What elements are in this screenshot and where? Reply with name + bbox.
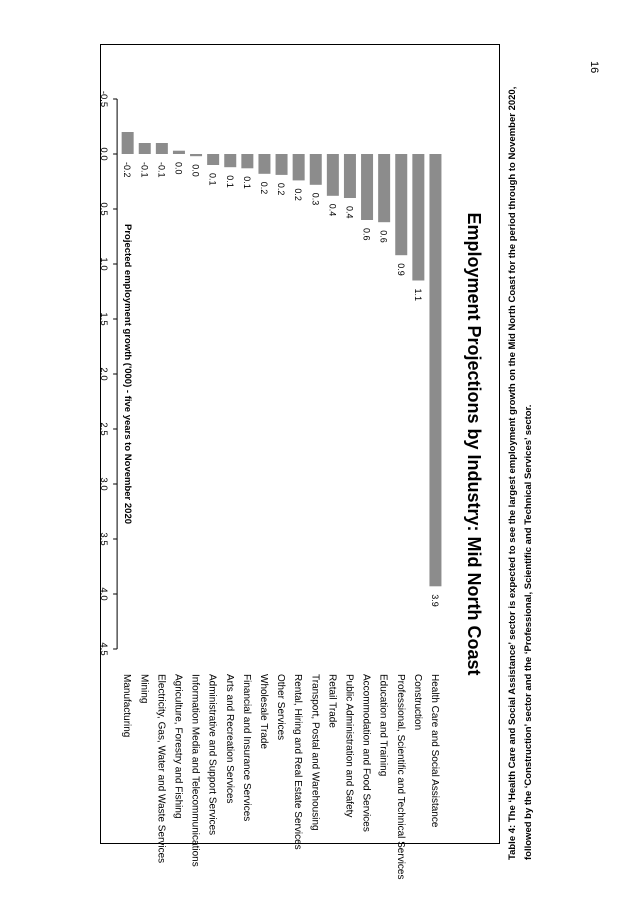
x-tick-label: 1.0 (98, 257, 110, 271)
bar-value-label: -0.1 (156, 162, 167, 178)
bar-value-label: -0.1 (139, 162, 150, 178)
category-label: Financial and Insurance Services (240, 674, 252, 822)
category-label: Rental, Hiring and Real Estate Services (292, 674, 304, 850)
bar-value-label: 0.4 (327, 203, 338, 217)
category-label: Arts and Recreation Services (223, 674, 235, 804)
category-label: Health Care and Social Assistance (428, 674, 440, 828)
bar (395, 154, 407, 255)
bar (207, 154, 219, 165)
bar-value-label: 0.2 (293, 188, 304, 201)
bar (310, 154, 322, 185)
category-label: Administrative and Support Services (206, 674, 218, 836)
bar-value-label: 0.6 (361, 228, 372, 241)
bar-value-label: -0.2 (122, 162, 133, 178)
x-tick-label: 3.0 (98, 477, 110, 491)
bar (429, 154, 441, 586)
bar-value-label: 0.6 (378, 230, 389, 243)
bars-group (122, 132, 442, 586)
bar (361, 154, 373, 220)
x-tick-label: 3.5 (98, 532, 110, 546)
bar-value-label: 0.9 (395, 263, 406, 276)
bar-value-label: 0.2 (258, 181, 269, 195)
category-label: Information Media and Telecommunications (189, 674, 201, 867)
bar-value-label: 0.2 (276, 182, 287, 196)
bar-value-label: 0.3 (310, 192, 321, 206)
category-label: Electricity, Gas, Water and Waste Services (155, 674, 167, 864)
chart-title: Employment Projections by Industry: Mid North Coast (464, 212, 484, 676)
bar-value-label: 0.1 (224, 175, 235, 188)
x-tick-label: 0.0 (98, 147, 110, 161)
category-label: Transport, Postal and Warehousing (309, 674, 321, 831)
x-tick-label: 0.5 (98, 202, 110, 216)
tick-labels-group (98, 91, 109, 656)
category-label: Construction (411, 674, 423, 731)
category-label: Mining (138, 674, 150, 704)
table-caption: Table 4: The ‘Health Care and Social Assistance’ sector is expected to see the largest employment growth on the Mid North Coast for the period through to November 2020, followed by the ‘Construction’ sector and the ‘Professional, Scientific and Technical Services’ sector. (507, 86, 534, 860)
x-axis (113, 99, 117, 649)
x-tick-label: 4.0 (98, 587, 110, 601)
category-label: Retail Trade (326, 674, 338, 728)
category-label: Wholesale Trade (257, 674, 269, 750)
bar (241, 154, 253, 168)
bar-value-label: 0.1 (241, 176, 252, 189)
page-number: 16 (588, 60, 600, 74)
bar (224, 154, 236, 167)
bar-labels-group (122, 162, 440, 607)
bar (293, 154, 305, 180)
x-tick-label: 4.5 (98, 642, 110, 656)
category-label: Public Administration and Safety (343, 674, 355, 818)
bar-value-label: 1.1 (412, 288, 423, 302)
category-labels-group (121, 674, 440, 879)
bar (378, 154, 390, 222)
bar (190, 154, 202, 156)
bar-value-label: 3.9 (429, 594, 440, 607)
bar-value-label: 0.0 (190, 164, 201, 177)
bar (122, 132, 134, 154)
bar (139, 143, 151, 154)
bar (258, 154, 270, 174)
bar (327, 154, 339, 196)
x-tick-label: 1.5 (98, 312, 110, 326)
category-label: Agriculture, Forestry and Fishing (172, 674, 184, 819)
x-axis-title: Projected employment growth ('000) - five years to November 2020 (122, 223, 133, 525)
bar-value-label: 0.0 (173, 162, 184, 175)
category-label: Manufacturing (121, 674, 133, 738)
category-label: Other Services (275, 674, 287, 741)
category-label: Accommodation and Food Services (360, 674, 372, 832)
x-tick-label: -0.5 (98, 90, 110, 108)
employment-bar-chart (98, 44, 500, 880)
bar (156, 143, 168, 154)
x-tick-label: 2.0 (98, 367, 110, 381)
category-label: Education and Training (377, 674, 389, 777)
bar (412, 154, 424, 281)
bar-value-label: 0.1 (207, 173, 218, 186)
category-label: Professional, Scientific and Technical Services (394, 674, 406, 880)
bar (344, 154, 356, 198)
bar (173, 151, 185, 154)
bar (276, 154, 288, 175)
x-tick-label: 2.5 (98, 422, 110, 436)
bar-value-label: 0.4 (344, 206, 355, 219)
